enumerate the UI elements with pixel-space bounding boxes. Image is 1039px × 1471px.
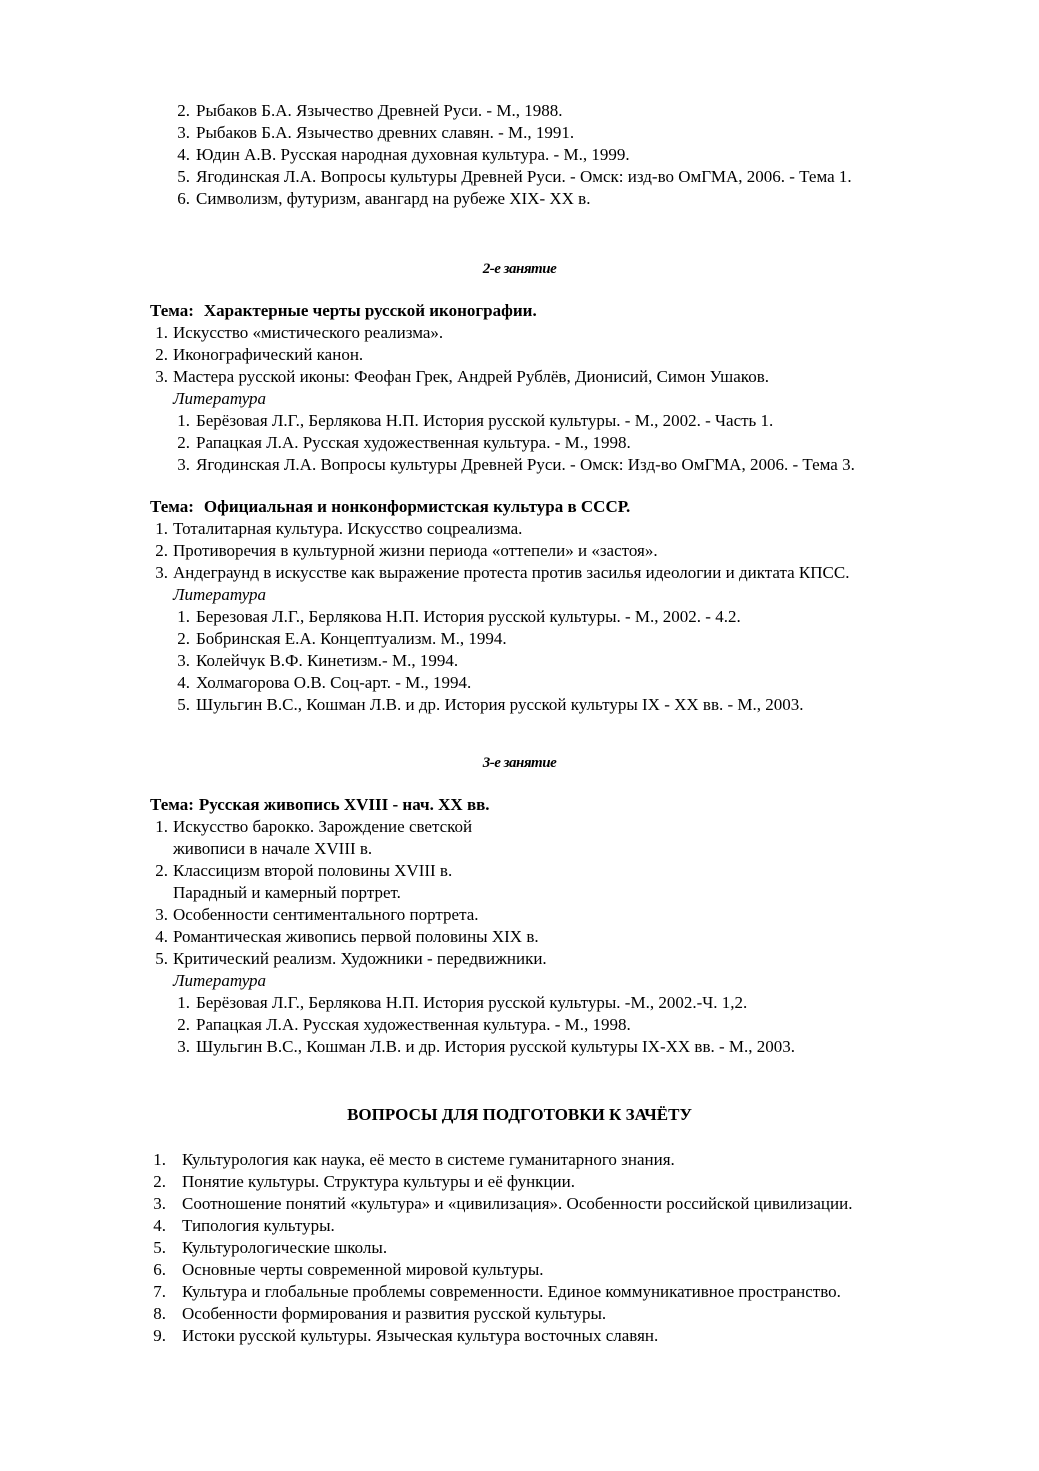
session-3-title: 3-е занятие — [482, 755, 557, 771]
list-item: 2. Рапацкая Л.А. Русская художественная культура. - М., 1998. — [177, 433, 631, 452]
literature-label: Литература — [173, 585, 267, 604]
list-item: 5. Культурологические школы. — [153, 1238, 388, 1257]
list-item: 1. Искусство «мистического реализма». — [155, 323, 444, 342]
list-item: 4. Типология культуры. — [153, 1216, 335, 1235]
list-item: 9. Истоки русской культуры. Языческая культура восточных славян. — [153, 1326, 659, 1345]
list-item: 4. Юдин А.В. Русская народная духовная культура. - М., 1999. — [177, 145, 630, 164]
theme-name: Характерные черты русской иконографии. — [203, 301, 537, 320]
list-item: 3. Ягодинская Л.А. Вопросы культуры Древней Руси. - Омск: Изд-во ОмГМА, 2006. - Тема 3. — [177, 455, 855, 474]
theme-title — [150, 794, 490, 816]
list-item: 2. Противоречия в культурной жизни периода «оттепели» и «застоя». — [155, 541, 658, 560]
list-item: 5. Ягодинская Л.А. Вопросы культуры Древней Руси. - Омск: изд-во ОмГМА, 2006. - Тема 1. — [177, 167, 852, 186]
literature-label: Литература — [173, 389, 267, 408]
theme-title — [150, 496, 630, 518]
list-item: 2. Иконографический канон. — [155, 345, 364, 364]
list-item-continuation: живописи в начале XVIII в. — [173, 839, 373, 858]
list-item: 3. Рыбаков Б.А. Язычество древних славян. - М., 1991. — [177, 123, 575, 142]
list-item: 3. Шульгин В.С., Кошман Л.В. и др. История русской культуры IX-XX вв. - М., 2003. — [177, 1037, 795, 1056]
session-2-title: 2-е занятие — [482, 261, 557, 277]
questions-heading: ВОПРОСЫ ДЛЯ ПОДГОТОВКИ К ЗАЧЁТУ — [347, 1105, 692, 1124]
list-item: 5. Шульгин В.С., Кошман Л.В. и др. История русской культуры IX - XX вв. - М., 2003. — [177, 695, 804, 714]
list-item: 3. Особенности сентиментального портрета. — [155, 905, 479, 924]
theme-label: Тема: — [150, 301, 194, 320]
list-item: 6. Символизм, футуризм, авангард на рубеже XIX- XX в. — [177, 189, 591, 208]
theme-question-list — [0, 518, 1039, 584]
list-item: 3. Мастера русской иконы: Феофан Грек, Андрей Рублёв, Дионисий, Симон Ушаков. — [155, 367, 769, 386]
list-item: 1. Культурология как наука, её место в системе гуманитарного знания. — [153, 1150, 675, 1169]
theme-name: Официальная и нонконформистская культура в СССР. — [203, 497, 631, 516]
list-item: 2. Рапацкая Л.А. Русская художественная культура. - М., 1998. — [177, 1015, 631, 1034]
list-item: 1. Берёзовая Л.Г., Берлякова Н.П. История русской культуры. - М., 2002. - Часть 1. — [177, 411, 774, 430]
list-item: 1. Березовая Л.Г., Берлякова Н.П. История русской культуры. - М., 2002. - 4.2. — [177, 607, 741, 626]
list-item: 6. Основные черты современной мировой культуры. — [153, 1260, 544, 1279]
list-item: 3. Андеграунд в искусстве как выражение протеста против засилья идеологии и диктата КПСС. — [155, 563, 850, 582]
theme-title — [150, 300, 537, 322]
list-item-continuation: Парадный и камерный портрет. — [173, 883, 401, 902]
questions-list — [0, 1149, 1039, 1347]
list-item: 5. Критический реализм. Художники - передвижники. — [155, 949, 547, 968]
list-item: 1. Тоталитарная культура. Искусство соцреализма. — [155, 519, 523, 538]
theme-question-list — [0, 816, 1039, 970]
literature-label: Литература — [173, 971, 267, 990]
theme-name: Русская живопись XVIII - нач. XX вв. — [198, 795, 490, 814]
theme-question-list — [0, 322, 1039, 388]
list-item: 1. Искусство барокко. Зарождение светской — [155, 817, 473, 836]
list-item: 2. Рыбаков Б.А. Язычество Древней Руси. - М., 1988. — [177, 101, 563, 120]
list-item: 2. Классицизм второй половины XVIII в. — [155, 861, 453, 880]
list-item: 8. Особенности формирования и развития русской культуры. — [153, 1304, 607, 1323]
top-literature-list — [0, 100, 1039, 210]
literature-list — [0, 606, 1039, 716]
list-item: 4. Холмагорова О.В. Соц-арт. - М., 1994. — [177, 673, 472, 692]
literature-list — [0, 410, 1039, 476]
theme-label: Тема: — [150, 497, 194, 516]
list-item: 3. Соотношение понятий «культура» и «цивилизация». Особенности российской цивилизации. — [153, 1194, 853, 1213]
list-item: 3. Колейчук В.Ф. Кинетизм.- М., 1994. — [177, 651, 459, 670]
list-item: 2. Бобринская Е.А. Концептуализм. М., 1994. — [177, 629, 507, 648]
list-item: 2. Понятие культуры. Структура культуры и её функции. — [153, 1172, 575, 1191]
literature-list — [0, 992, 1039, 1058]
list-item: 4. Романтическая живопись первой половины XIX в. — [155, 927, 539, 946]
theme-label: Тема: — [150, 795, 194, 814]
list-item: 1. Берёзовая Л.Г., Берлякова Н.П. История русской культуры. -М., 2002.-Ч. 1,2. — [177, 993, 748, 1012]
list-item: 7. Культура и глобальные проблемы современности. Единое коммуникативное пространство. — [153, 1282, 841, 1301]
